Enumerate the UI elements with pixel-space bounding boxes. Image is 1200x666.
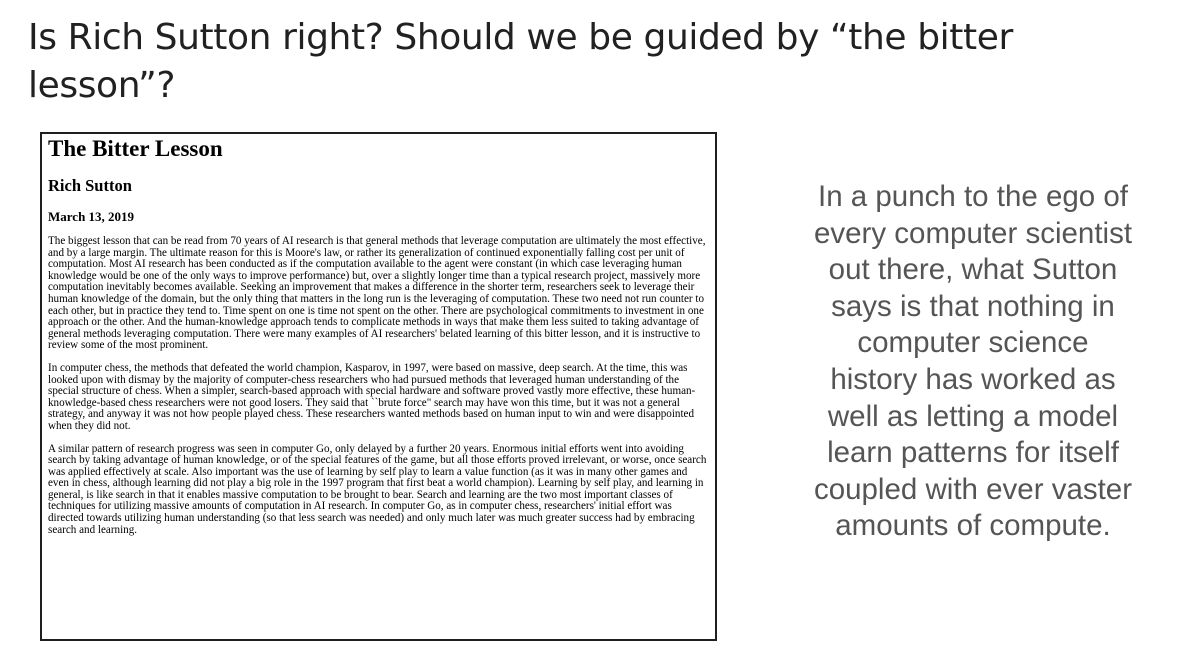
slide-title: Is Rich Sutton right? Should we be guided by “the bitter lesson”? xyxy=(28,17,1013,106)
document-paragraph-3: A similar pattern of research progress was seen in computer Go, only delayed by a further 20 years. Enormous initial efforts went into avoiding search by taking advantage of human knowledge, or of the special features of the game, but all those efforts proved irrelevant, or worse, once search was applied effectively at scale. Also important was the use of learning by self play to learn a value function (as it was in many other games and even in chess, although learning did not play a big role in the 1997 program that first beat a world champion). Learning by self play, and learning in general, is like search in that it enables massive computation to be brought to bear. Search and learning are the two most important classes of techniques for utilizing massive amounts of computation in AI research. In computer Go, as in computer chess, researchers' initial effort was directed towards utilizing human understanding (so that less search was needed) and only much later was much greater success had by embracing search and learning. xyxy=(48,442,707,536)
document-author: Rich Sutton xyxy=(48,176,132,195)
document-date: March 13, 2019 xyxy=(48,209,135,224)
document-screenshot-panel xyxy=(40,132,717,641)
document-paragraph-2: In computer chess, the methods that defeated the world champion, Kasparov, in 1997, were based on massive, deep search. At the time, this was looked upon with dismay by the majority of computer-chess researchers who had pursued methods that leveraged human understanding of the special structure of chess. When a simpler, search-based approach with special hardware and software proved vastly more effective, these human-knowledge-based chess researchers were not good losers. They said that ``brute force" search may have won this time, but it was not a general strategy, and anyway it was not how people played chess. These researchers wanted methods based on human input to win and were disappointed when they did not. xyxy=(48,361,696,432)
document-title: The Bitter Lesson xyxy=(48,136,223,161)
document-paragraph-1: The biggest lesson that can be read from 70 years of AI research is that general methods that leverage computation are ultimately the most effective, and by a large margin. The ultimate reason for this is Moore's law, or rather its generalization of continued exponentially falling cost per unit of computation. Most AI research has been conducted as if the computation available to the agent were constant (in which case leveraging human knowledge would be one of the only ways to improve performance) but, over a slightly longer time than a typical research project, massively more computation inevitably becomes available. Seeking an improvement that makes a difference in the shorter term, researchers seek to leverage their human knowledge of the domain, but the only thing that matters in the long run is the leveraging of computation. These two need not run counter to each other, but in practice they tend to. Time spent on one is time not spent on the other. There are psychological commitments to investment in one approach or the other. And the human-knowledge approach tends to complicate methods in ways that make them less suited to taking advantage of general methods leveraging computation. There were many examples of AI researchers' belated learning of this bitter lesson, and it is instructive to review some of the most prominent. xyxy=(48,235,706,352)
side-commentary: In a punch to the ego of every computer scientist out there, what Sutton says is that nothing in computer science history has worked as well as letting a model learn patterns for itself coupled with ever vaster amounts of compute. xyxy=(813,180,1133,543)
